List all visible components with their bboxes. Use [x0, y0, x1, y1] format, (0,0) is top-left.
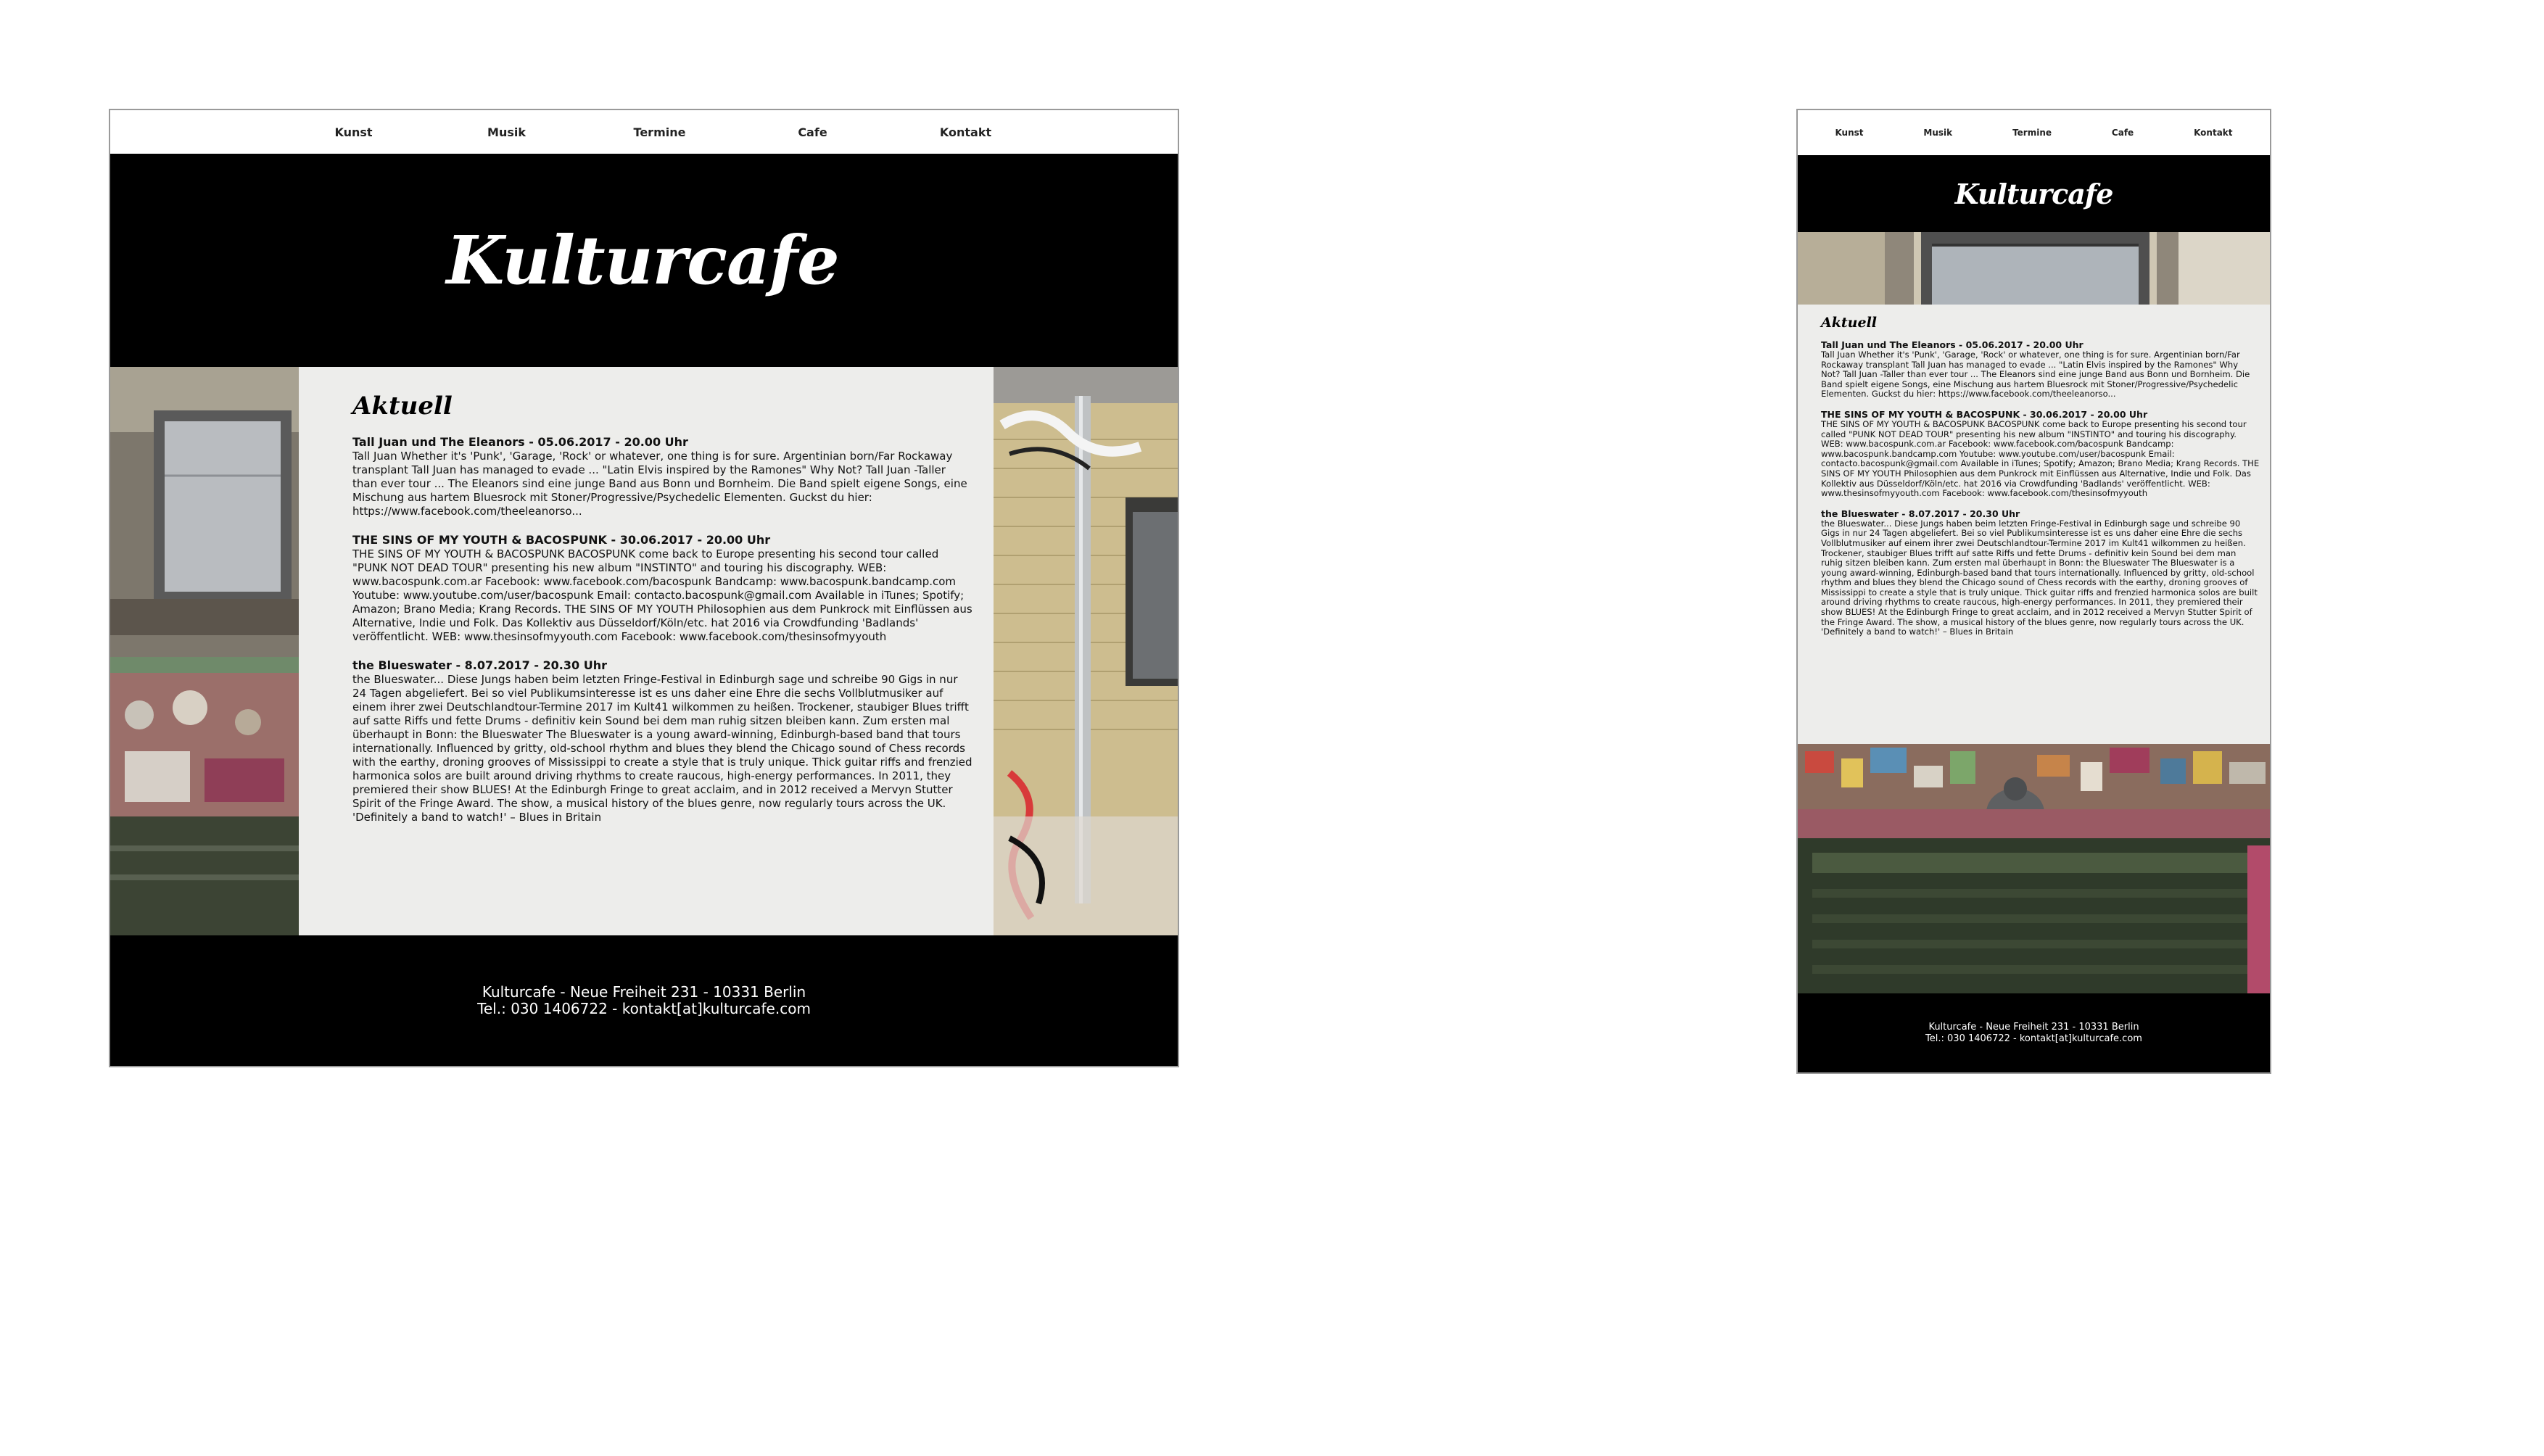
site-logo[interactable]: Kulturcafe	[1954, 177, 2113, 210]
window-photo	[1798, 232, 2270, 305]
nav-item-cafe[interactable]: Cafe	[798, 125, 827, 139]
event-title: THE SINS OF MY YOUTH & BACOSPUNK - 30.06.2017 - 20.00 Uhr	[352, 533, 771, 547]
main-nav	[1798, 110, 2270, 155]
hero-photo-top	[1798, 232, 2270, 305]
event-title: the Blueswater - 8.07.2017 - 20.30 Uhr	[352, 658, 607, 672]
nav-item-kontakt[interactable]: Kontakt	[2194, 128, 2233, 138]
event-item	[1821, 339, 2260, 400]
event-text: the Blueswater... Diese Jungs haben beim letzten Fringe-Festival in Edinburgh sage und schreibe 90 Gigs in nur 24 Tagen abgeliefert. Bei so viel Publikumsinteresse ist es uns daher eine Ehre die sechs Vollblutmusiker auf einem ihrer zwei Deutschlandtour-Termine 2017 im Kult41 wilkommen zu heißen. Trockener, staubiger Blues trifft auf satte Riffs und fette Drums - definitiv kein Sound bei dem man ruhig sitzen bleiben kann. Zum ersten mal überhaupt in Bonn: the Blueswater The Blueswater is a young award-winning, Edinburgh-based band that tours internationally. Influenced by gritty, old-school rhythm and blues they blend the Chicago sound of Chess records with the earthy, droning grooves of Mississippi to create a style that is truly unique. Thick guitar riffs and frenzied harmonica solos are built around driving rhythms to create raucous, high-energy performances. In 2011, they premiered their show BLUES! At the Edinburgh Fringe to great acclaim, and in 2012 received a Mervyn Stutter Spirit of the Fringe Award. The show, a musical history of the blues genre, now regularly tours across the UK. 'Definitely a band to watch!' – Blues in Britain	[352, 673, 972, 824]
event-text: the Blueswater... Diese Jungs haben beim letzten Fringe-Festival in Edinburgh sage und schreibe 90 Gigs in nur 24 Tagen abgeliefert. Bei so viel Publikumsinteresse ist es uns daher eine Ehre die sechs Vollblutmusiker auf einem ihrer zwei Deutschlandtour-Termine 2017 im Kult41 wilkommen zu heißen. Trockener, staubiger Blues trifft auf satte Riffs und fette Drums - definitiv kein Sound bei dem man ruhig sitzen bleiben kann. Zum ersten mal überhaupt in Bonn: the Blueswater The Blueswater is a young award-winning, Edinburgh-based band that tours internationally. Influenced by gritty, old-school rhythm and blues they blend the Chicago sound of Chess records with the earthy, droning grooves of Mississippi to create a style that is truly unique. Thick guitar riffs and frenzied harmonica solos are built around driving rhythms to create raucous, high-energy performances. In 2011, they premiered their show BLUES! At the Edinburgh Fringe to great acclaim, and in 2012 received a Mervyn Stutter Spirit of the Fringe Award. The show, a musical history of the blues genre, now regularly tours across the UK. 'Definitely a band to watch!' – Blues in Britain	[1821, 518, 2258, 637]
footer-contact[interactable]: Tel.: 030 1406722 - kontakt[at]kulturcafe.com	[1925, 1033, 2142, 1044]
event-text: THE SINS OF MY YOUTH & BACOSPUNK BACOSPUNK come back to Europe presenting his second tour called "PUNK NOT DEAD TOUR" presenting his new album "INSTINTO" and touring his discography. WEB: www.bacospunk.com.ar Facebook: www.facebook.com/bacospunk Bandcamp: www.bacospunk.bandcamp.com Youtube: www.youtube.com/user/bacospunk Email: contacto.bacospunk@gmail.com Available in iTunes; Spotify; Amazon; Brano Media; Krang Records. THE SINS OF MY YOUTH Philosophien aus dem Punkrock mit Einflüssen aus Alternative, Indie und Folk. Das Kollektiv aus Düsseldorf/Köln/etc. hat 2016 via Crowdfunding 'Badlands' veröffentlicht. WEB: www.thesinsofmyyouth.com Facebook: www.facebook.com/thesinsofmyyouth	[352, 547, 972, 643]
main-nav	[110, 110, 1178, 154]
header-banner	[110, 154, 1178, 367]
event-title: the Blueswater - 8.07.2017 - 20.30 Uhr	[1821, 508, 2020, 519]
desktop-mockup	[109, 109, 1179, 1067]
footer-address: Kulturcafe - Neue Freiheit 231 - 10331 Berlin	[1928, 1021, 2139, 1033]
hero-photo-bottom	[1798, 744, 2270, 996]
event-title: Tall Juan und The Eleanors - 05.06.2017 - 20.00 Uhr	[352, 435, 688, 449]
event-item	[352, 533, 973, 644]
event-title: Tall Juan und The Eleanors - 05.06.2017 - 20.00 Uhr	[1821, 339, 2083, 350]
section-title: Aktuell	[352, 392, 453, 421]
nav-item-kunst[interactable]: Kunst	[1835, 128, 1864, 138]
event-title: THE SINS OF MY YOUTH & BACOSPUNK - 30.06.2017 - 20.00 Uhr	[1821, 408, 2148, 420]
hero-photo	[110, 367, 1178, 937]
mosaic-photo	[1798, 744, 2270, 996]
nav-item-termine[interactable]: Termine	[633, 125, 686, 139]
nav-item-cafe[interactable]: Cafe	[2111, 128, 2134, 138]
site-logo[interactable]: Kulturcafe	[446, 221, 839, 299]
event-text: Tall Juan Whether it's 'Punk', 'Garage, 'Rock' or whatever, one thing is for sure. Argentinian born/Far Rockaway transplant Tall Juan has managed to evade ... "Latin Elvis inspired by the Ramones" Why Not? Tall Juan -Taller than ever tour ... The Eleanors sind eine junge Band aus Bonn und Bornheim. Die Band spielt eigene Songs, eine Mischung aus hartem Bluesrock mit Stoner/Progressive/Psychedelic Elementen. Guckst du hier: https://www.facebook.com/theeleanorso...	[352, 450, 967, 518]
nav-item-musik[interactable]: Musik	[487, 125, 526, 139]
event-item	[352, 435, 973, 518]
footer-contact[interactable]: Tel.: 030 1406722 - kontakt[at]kulturcafe.com	[477, 1000, 811, 1017]
nav-item-kunst[interactable]: Kunst	[334, 125, 373, 139]
nav-item-kontakt[interactable]: Kontakt	[939, 125, 992, 139]
news-panel	[1798, 305, 2270, 744]
event-item	[1821, 409, 2260, 499]
event-text: THE SINS OF MY YOUTH & BACOSPUNK BACOSPUNK come back to Europe presenting his second tour called "PUNK NOT DEAD TOUR" presenting his new album "INSTINTO" and touring his discography. WEB: www.bacospunk.com.ar Facebook: www.facebook.com/bacospunk Bandcamp: www.bacospunk.bandcamp.com Youtube: www.youtube.com/user/bacospunk Email: contacto.bacospunk@gmail.com Available in iTunes; Spotify; Amazon; Brano Media; Krang Records. THE SINS OF MY YOUTH Philosophien aus dem Punkrock mit Einflüssen aus Alternative, Indie und Folk. Das Kollektiv aus Düsseldorf/Köln/etc. hat 2016 via Crowdfunding 'Badlands' veröffentlicht. WEB: www.thesinsofmyyouth.com Facebook: www.facebook.com/thesinsofmyyouth	[1821, 418, 2260, 499]
event-item	[352, 658, 973, 824]
site-footer	[1798, 993, 2270, 1072]
site-footer	[110, 935, 1178, 1066]
nav-item-termine[interactable]: Termine	[2012, 128, 2052, 138]
nav-item-musik[interactable]: Musik	[1923, 128, 1953, 138]
news-panel	[299, 367, 994, 937]
section-title: Aktuell	[1821, 315, 1878, 331]
header-banner	[1798, 155, 2270, 232]
event-item	[1821, 508, 2260, 637]
event-text: Tall Juan Whether it's 'Punk', 'Garage, 'Rock' or whatever, one thing is for sure. Argentinian born/Far Rockaway transplant Tall Juan has managed to evade ... "Latin Elvis inspired by the Ramones" Why Not? Tall Juan -Taller than ever tour ... The Eleanors sind eine junge Band aus Bonn und Bornheim. Die Band spielt eigene Songs, eine Mischung aus hartem Bluesrock mit Stoner/Progressive/Psychedelic Elementen. Guckst du hier: https://www.facebook.com/theeleanorso...	[1821, 349, 2250, 400]
footer-address: Kulturcafe - Neue Freiheit 231 - 10331 Berlin	[482, 983, 806, 1001]
mobile-mockup	[1796, 109, 2271, 1074]
